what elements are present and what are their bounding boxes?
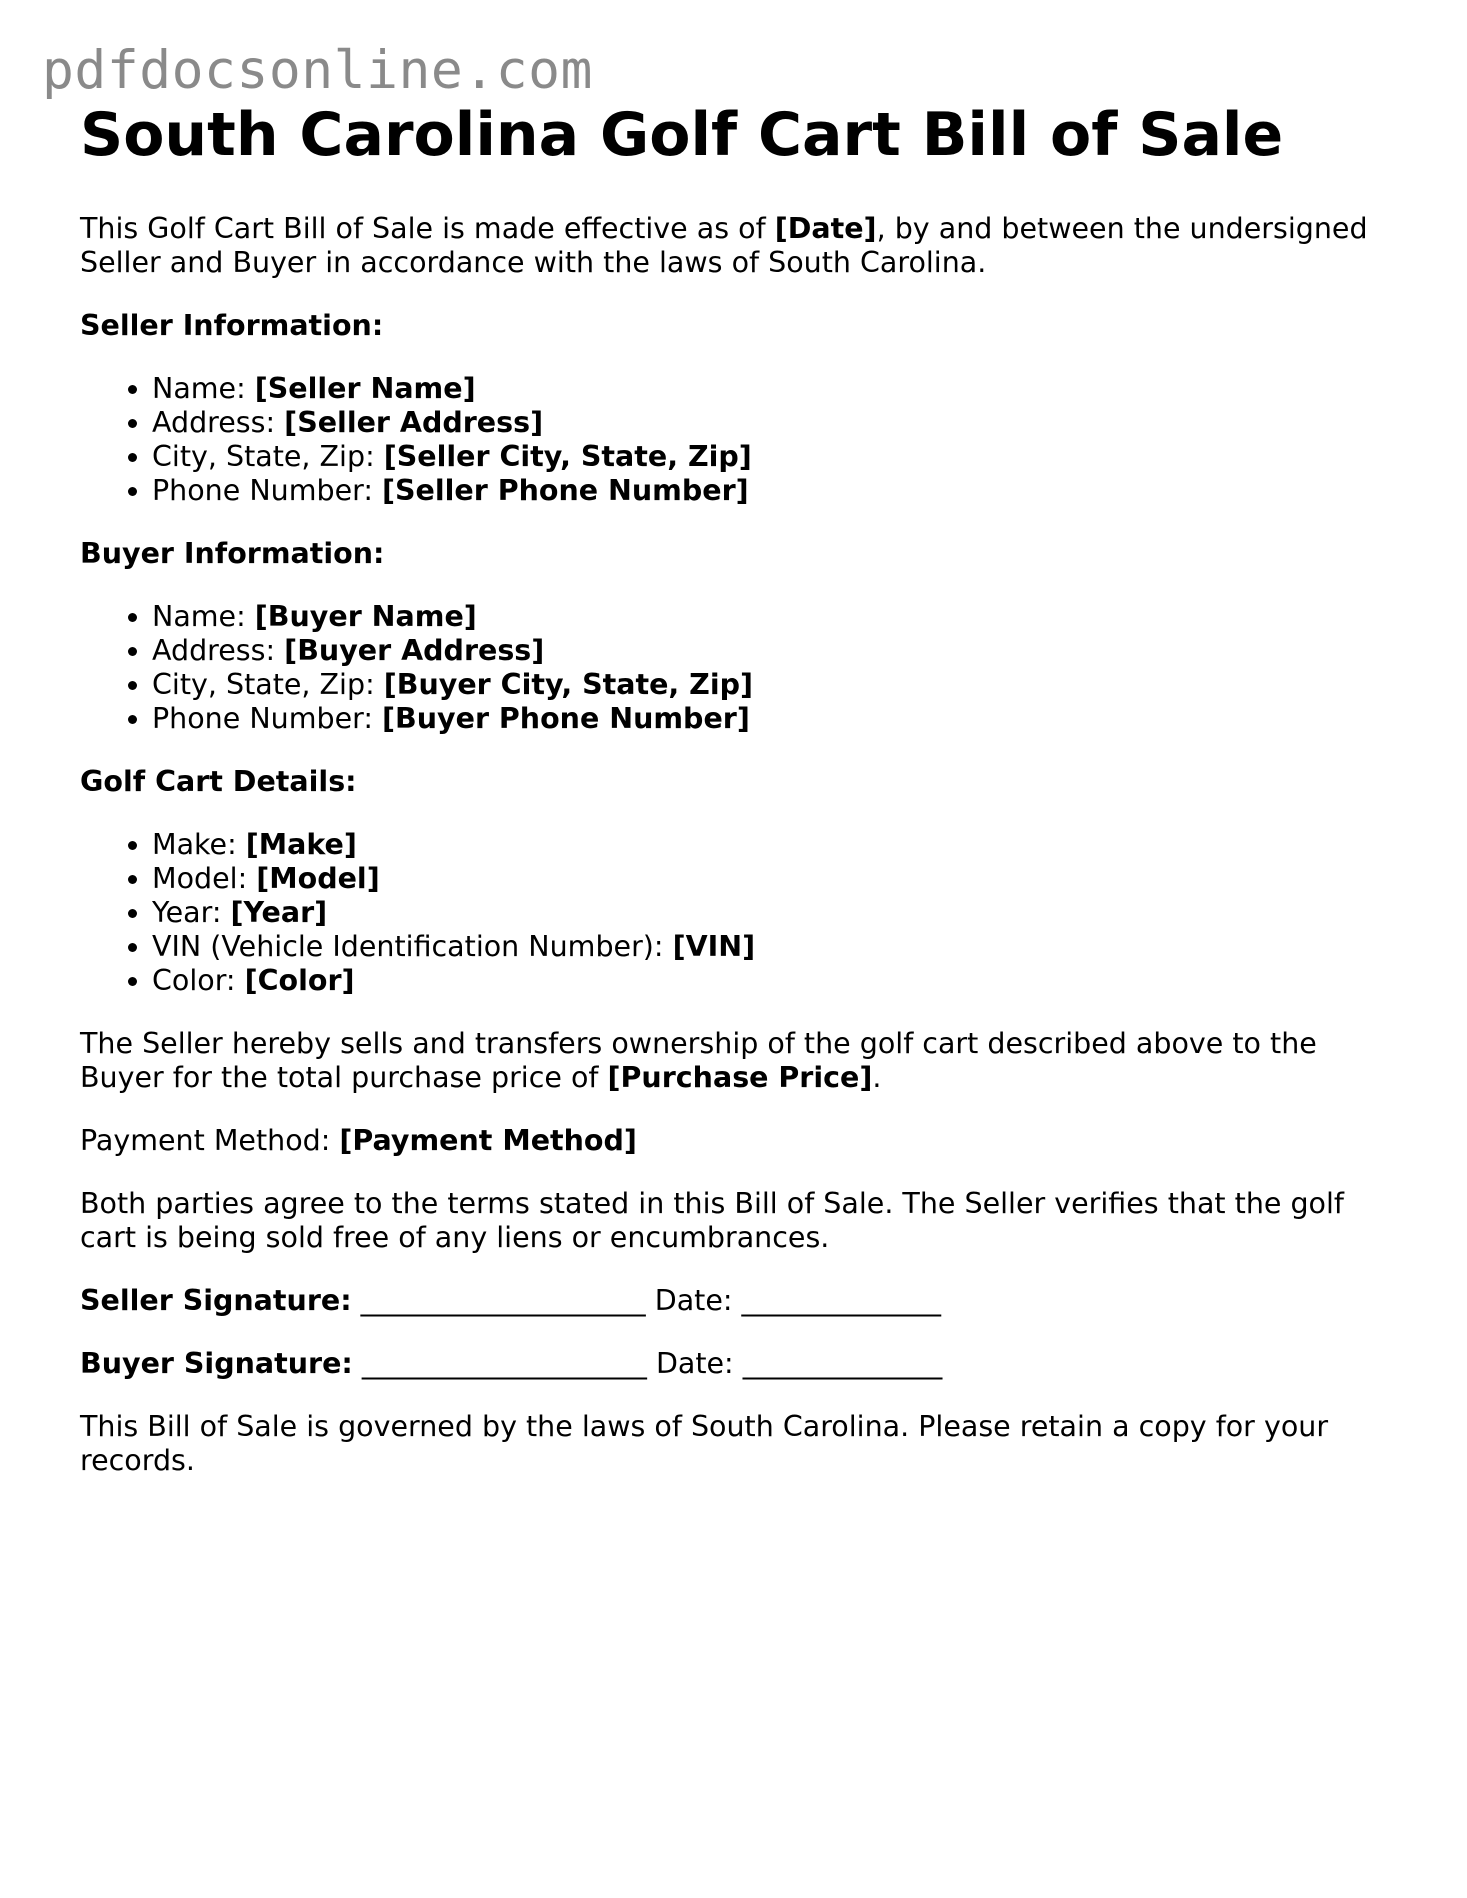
footer-paragraph: This Bill of Sale is governed by the laws of South Carolina. Please retain a copy for your records. (80, 1410, 1329, 1477)
date-placeholder: [Date] (774, 212, 877, 245)
item-label: Color: (152, 964, 245, 997)
item-value: [Year] (230, 896, 328, 929)
seller-signature-blank: ____________________ (351, 1284, 655, 1317)
buyer-signature-label: Buyer Signature: (80, 1347, 353, 1380)
list-item (152, 634, 1400, 668)
item-value: [VIN] (672, 930, 756, 963)
cart-details-list (80, 828, 1400, 998)
item-label: City, State, Zip: (152, 668, 384, 701)
buyer-info-list (80, 600, 1400, 736)
transfer-paragraph (80, 1027, 1400, 1095)
item-value: [Seller Address] (284, 406, 544, 439)
item-label: Name: (152, 372, 255, 405)
list-item (152, 440, 1400, 474)
item-label: Name: (152, 600, 255, 633)
item-value: [Buyer Phone Number] (382, 702, 750, 735)
item-label: Make: (152, 828, 246, 861)
list-item (152, 372, 1400, 406)
item-value: [Buyer Name] (254, 600, 477, 633)
seller-info-list (80, 372, 1400, 508)
payment-method-line (80, 1124, 1400, 1158)
item-label: VIN (Vehicle Identification Number): (152, 930, 673, 963)
price-placeholder: [Purchase Price] (607, 1061, 873, 1094)
buyer-signature-blank: ____________________ (352, 1347, 656, 1380)
agreement-paragraph: Both parties agree to the terms stated in this Bill of Sale. The Seller verifies that the golf cart is being sold free of any liens or encumbrances. (80, 1187, 1344, 1254)
seller-heading: Seller Information: (80, 309, 384, 342)
payment-label: Payment Method: (80, 1124, 340, 1157)
list-item (152, 896, 1400, 930)
list-item (152, 474, 1400, 508)
list-item (152, 828, 1400, 862)
seller-date-field: Date: ______________ (654, 1284, 942, 1317)
transfer-text-after: . (872, 1061, 882, 1094)
buyer-signature-line (80, 1347, 1400, 1381)
cart-heading: Golf Cart Details: (80, 765, 357, 798)
buyer-date-field: Date: ______________ (655, 1347, 943, 1380)
item-value: [Seller Phone Number] (382, 474, 749, 507)
list-item (152, 668, 1400, 702)
item-value: [Make] (245, 828, 357, 861)
list-item (152, 406, 1400, 440)
item-label: Address: (152, 634, 285, 667)
list-item (152, 600, 1400, 634)
document-title: South Carolina Golf Cart Bill of Sale (80, 100, 1284, 170)
item-value: [Buyer City, State, Zip] (383, 668, 754, 701)
intro-text-before: This Golf Cart Bill of Sale is made effective as of (80, 212, 775, 245)
item-value: [Seller City, State, Zip] (383, 440, 752, 473)
seller-signature-label: Seller Signature: (80, 1284, 352, 1317)
payment-value: [Payment Method] (339, 1124, 637, 1157)
intro-text-after: , by and between the undersigned Seller and Buyer in accordance with the laws of South Carolina. (80, 212, 1368, 279)
item-label: Phone Number: (152, 474, 382, 507)
list-item (152, 702, 1400, 736)
item-label: City, State, Zip: (152, 440, 384, 473)
item-label: Address: (152, 406, 285, 439)
intro-paragraph (80, 212, 1400, 280)
list-item (152, 862, 1400, 896)
item-value: [Model] (256, 862, 380, 895)
item-value: [Seller Name] (254, 372, 476, 405)
list-item (152, 964, 1400, 998)
item-label: Model: (152, 862, 257, 895)
item-label: Phone Number: (152, 702, 382, 735)
buyer-heading: Buyer Information: (80, 537, 385, 570)
transfer-text-before: The Seller hereby sells and transfers ownership of the golf cart described above to the Buyer for the total purchase price of (80, 1027, 1317, 1094)
list-item (152, 930, 1400, 964)
seller-signature-line (80, 1284, 1400, 1318)
item-value: [Buyer Address] (284, 634, 545, 667)
item-value: [Color] (244, 964, 355, 997)
item-label: Year: (152, 896, 231, 929)
watermark: pdfdocsonline.com (42, 40, 593, 101)
document-body (80, 212, 1400, 1507)
